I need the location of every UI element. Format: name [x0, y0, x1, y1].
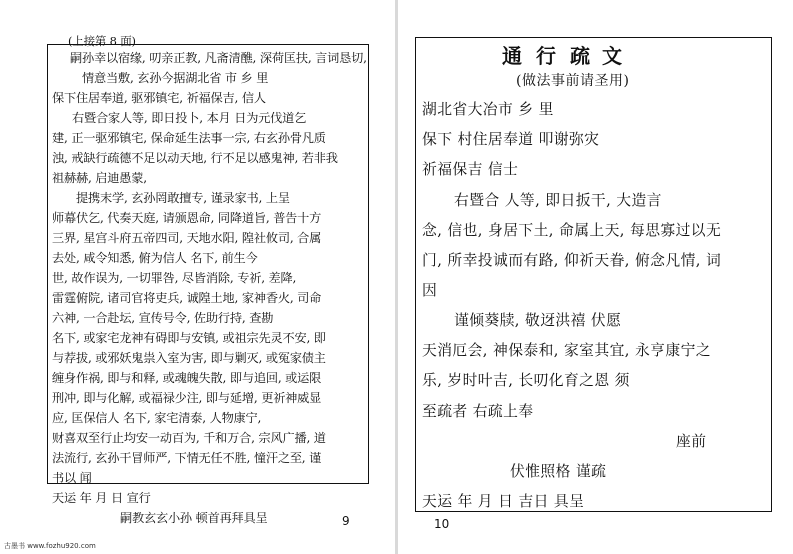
text-line: 世, 故作误为, 一切罪咎, 尽皆消除, 专祈, 差降, — [52, 271, 297, 285]
text-line: 三界, 星宫斗府五帝四司, 天地水阳, 隍社攸司, 合属 — [52, 231, 322, 245]
text-line: 浊, 戒缺行疏德不足以动天地, 行不足以感鬼神, 若非我 — [52, 151, 338, 165]
document-subtitle: (做法事前请圣用) — [516, 73, 630, 89]
text-line: 刑冲, 即与化解, 或福禄少注, 即与延增, 更祈神威显 — [52, 391, 322, 405]
text-line: 天消厄会, 神保泰和, 家室其宜, 永亨康宁之 — [422, 342, 711, 359]
page-number: 10 — [434, 517, 450, 531]
title-part-2: 疏文 — [570, 44, 634, 68]
text-line: 应, 匡保信人 名下, 家宅清泰, 人物康宁, — [52, 411, 262, 425]
text-line: 六神, 一合赴坛, 宣传号令, 佐助行持, 查勘 — [52, 311, 274, 325]
page-number: 9 — [342, 514, 350, 528]
text-line: 情意当敷, 玄孙今据湖北省 市 乡 里 — [82, 71, 269, 85]
text-line: 念, 信也, 身居下土, 命属上天, 每思寡过以无 — [422, 222, 722, 239]
text-line: 财喜双至行止均安一动百为, 千和万合, 宗风广播, 道 — [52, 431, 326, 445]
text-line: 湖北省大冶市 乡 里 — [422, 101, 554, 118]
title-part-1: 通行 — [502, 44, 570, 68]
text-line: 天运 年 月 日 宣行 — [52, 491, 151, 505]
text-line: 保下 村住居奉道 叩谢弥灾 — [422, 131, 600, 148]
text-line: 右暨合 人等, 即日扳干, 大造言 — [454, 192, 662, 209]
left-page — [0, 0, 396, 554]
text-line: 书以 闻 — [52, 471, 92, 485]
text-line: 雷霆俯院, 诸司官将吏兵, 诚隍土地, 家神香火, 司命 — [52, 291, 322, 305]
text-line: 缠身作祸, 即与和释, 或魂魄失散, 即与追回, 或运限 — [52, 371, 322, 385]
document-title — [502, 40, 634, 69]
text-line: 名下, 或家宅龙神有碍即与安镇, 或祖宗先灵不安, 即 — [52, 331, 326, 345]
text-line: 谨倾葵牍, 敬迓洪禧 伏愿 — [454, 312, 622, 329]
text-line: 法流行, 玄孙干冒师严, 下情无任不胜, 憧汗之至, 谨 — [52, 451, 322, 465]
text-line: 天运 年 月 日 吉日 具呈 — [422, 493, 585, 510]
text-line: 祖赫赫, 启迪愚蒙, — [52, 171, 147, 185]
text-line: 祈福保吉 信士 — [422, 161, 519, 178]
text-line: 因 — [422, 282, 438, 299]
text-line: 保下住居奉道, 驱邪镇宅, 祈福保吉, 信人 — [52, 91, 266, 105]
text-line: 座前 — [676, 433, 707, 450]
text-line: 门, 所幸投诚而有路, 仰祈天眷, 俯念凡情, 词 — [422, 252, 722, 269]
text-line: 师幕伏乞, 代奏天庭, 请颁恩命, 同降道旨, 普告十方 — [52, 211, 322, 225]
text-line: 乐, 岁时叶吉, 长叨化育之恩 须 — [422, 372, 630, 389]
footer-watermark: 古墨书 www.fozhu920.com — [4, 542, 96, 550]
text-line: 伏惟照格 谨疏 — [510, 463, 607, 480]
text-line: 建, 正一驱邪镇宅, 保命延生法事一宗, 右玄孙骨凡质 — [52, 131, 326, 145]
text-line: 与荐拔, 或邪妖鬼祟入室为害, 即与剿灭, 或冤家债主 — [52, 351, 326, 365]
text-line: 右暨合家人等, 即日投卜, 本月 日为元伐道乞 — [72, 111, 307, 125]
text-line: 嗣孙幸以宿缘, 叨亲正教, 凡斋清醮, 深荷匡扶, 言词恳切, — [70, 51, 367, 65]
right-page — [398, 0, 793, 554]
text-line: 至疏者 右疏上奉 — [422, 403, 534, 420]
continuation-header: (上接第 8 面) — [68, 34, 136, 48]
text-line: 嗣教玄玄小孙 顿首再拜具呈 — [120, 511, 268, 525]
text-line: 去处, 咸令知悉, 俯为信人 名下, 前生今 — [52, 251, 258, 265]
text-line: 提携末学, 玄孙罔敢擅专, 谨录家书, 上呈 — [76, 191, 290, 205]
